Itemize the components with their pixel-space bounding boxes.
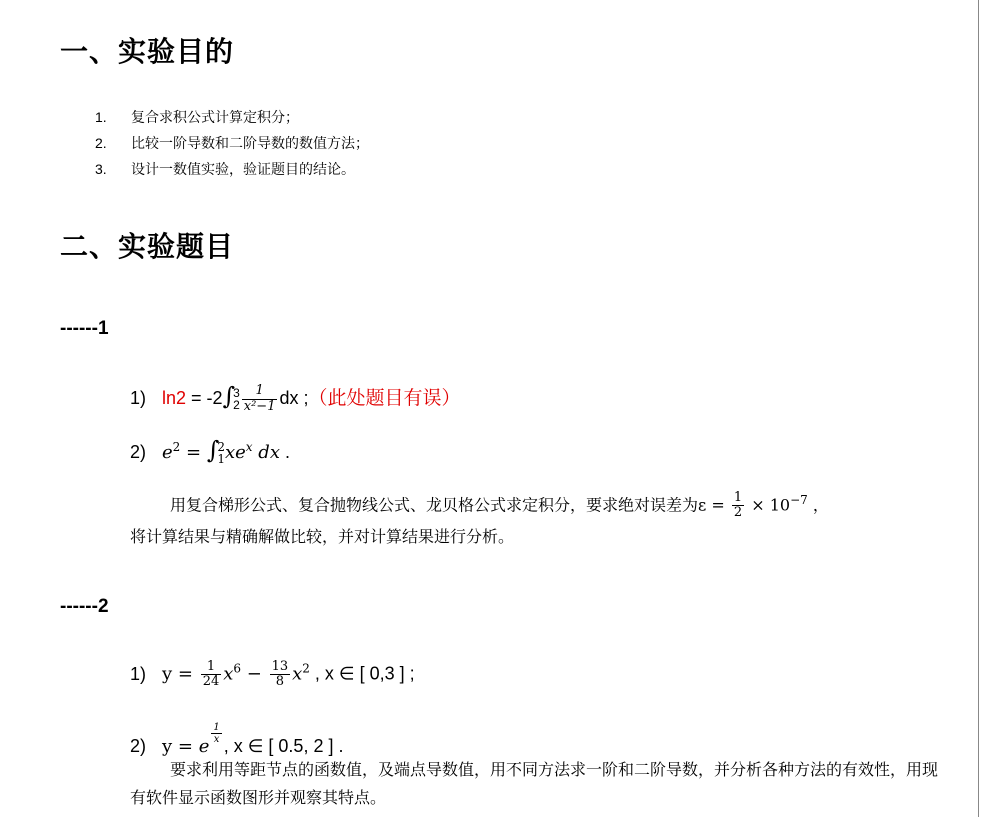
fraction-numerator: 1 xyxy=(213,722,220,733)
objective-text: 设计一数值实验，验证题目的结论。 xyxy=(131,162,355,178)
term-2-exponent: 2 xyxy=(302,661,310,676)
fraction-denominator: x xyxy=(213,734,220,745)
problem-2-label: ------2 xyxy=(60,596,109,617)
fraction-denominator: 8 xyxy=(275,674,284,690)
fraction-numerator: 13 xyxy=(271,659,289,674)
lower-limit: 1 xyxy=(217,452,225,467)
integral-sign: ∫ xyxy=(222,382,236,410)
objective-number: 2. xyxy=(95,135,107,151)
desc-text-b: ， xyxy=(807,495,829,515)
objective-item-1 xyxy=(95,107,299,127)
minus-sign: − xyxy=(241,663,268,685)
objective-item-2 xyxy=(95,133,369,153)
integral-sign: ∫ xyxy=(206,436,220,464)
integrand-exponent: x xyxy=(245,440,253,454)
desc-text-c: 将计算结果与精确解做比较，并对计算结果进行分析。 xyxy=(130,527,515,547)
problem-2-description xyxy=(130,756,940,812)
objective-text: 比较一阶导数和二阶导数的数值方法； xyxy=(131,136,369,152)
problem-2-item-1 xyxy=(130,660,415,690)
item-number: 2) xyxy=(130,442,147,462)
exponent-fraction xyxy=(211,722,221,745)
y-equals: y = xyxy=(162,736,199,757)
equals-coef: = -2 xyxy=(186,388,223,408)
problem-1-description xyxy=(130,484,950,553)
domain: , x ∈ [ 0,3 ] ; xyxy=(309,663,415,684)
fraction-numerator: 1 xyxy=(242,384,278,399)
fraction-denominator: x²−1 xyxy=(243,398,276,414)
upper-limit: 2 xyxy=(217,440,225,455)
e-base: e xyxy=(162,442,173,463)
fraction-denominator: 2 xyxy=(733,505,743,521)
term-1-base: x xyxy=(223,663,234,685)
error-note: （此处题目有误） xyxy=(308,387,461,409)
objective-number: 3. xyxy=(95,161,107,177)
term-1-exponent: 6 xyxy=(233,661,242,676)
objective-text: 复合求积公式计算定积分； xyxy=(131,110,299,126)
integral-limits xyxy=(233,387,240,411)
integrand: xe xyxy=(224,442,246,463)
item-number: 2) xyxy=(130,736,147,756)
integral-limits xyxy=(217,441,225,465)
ln2-term: ln2 xyxy=(162,388,187,408)
problem-1-item-1 xyxy=(130,382,461,414)
problem-2-item-2 xyxy=(130,722,343,757)
epsilon-fraction xyxy=(732,491,744,521)
epsilon-power: × 10 xyxy=(746,495,791,515)
objective-item-3 xyxy=(95,159,355,179)
item-number: 1) xyxy=(130,388,147,408)
objective-number: 1. xyxy=(95,109,107,125)
e-base: e xyxy=(198,736,210,757)
upper-limit: 3 xyxy=(233,386,240,401)
item-number: 1) xyxy=(130,663,147,684)
equals-sign: = xyxy=(180,442,207,463)
y-equals: y = xyxy=(162,663,199,685)
domain: , x ∈ [ 0.5, 2 ] . xyxy=(223,736,344,756)
coef-fraction-2 xyxy=(270,660,291,690)
fraction-denominator: 24 xyxy=(202,674,220,690)
epsilon-exponent: −7 xyxy=(790,493,808,507)
differential: dx ; xyxy=(279,388,309,408)
differential: dx xyxy=(252,442,280,463)
fraction-numerator: 1 xyxy=(201,660,222,675)
section-1-heading: 一、实验目的 xyxy=(60,35,235,68)
period: . xyxy=(279,442,290,462)
desc-text-a: 用复合梯形公式、复合抛物线公式、龙贝格公式求定积分，要求绝对误差为ε = xyxy=(170,495,730,515)
page-edge xyxy=(978,0,979,817)
problem-1-label: ------1 xyxy=(60,318,109,339)
integrand-fraction xyxy=(242,384,278,414)
e-exponent: 2 xyxy=(172,440,181,454)
term-2-base: x xyxy=(292,663,303,685)
section-2-heading: 二、实验题目 xyxy=(60,230,235,263)
fraction-numerator: 1 xyxy=(733,490,743,506)
desc-text: 要求利用等距节点的函数值，及端点导数值，用不同方法求一阶和二阶导数，并分析各种方法的有效性，用现有软件显示函数图形并观察其特点。 xyxy=(130,760,939,807)
lower-limit: 2 xyxy=(233,398,240,413)
problem-1-item-2 xyxy=(130,436,290,465)
coef-fraction-1 xyxy=(201,660,222,690)
